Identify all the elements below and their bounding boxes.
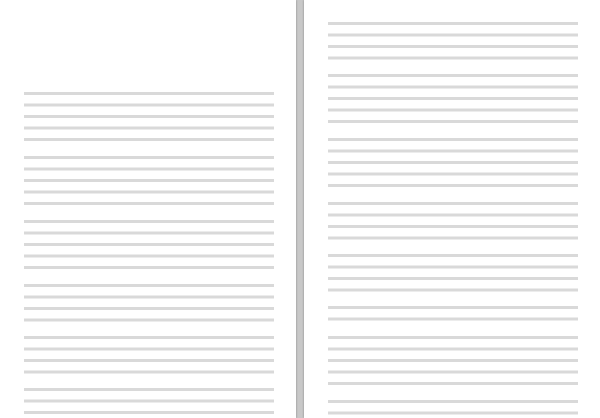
paragraph [328,396,578,418]
paragraph [24,332,274,376]
author-byline [24,70,274,82]
paragraph [24,88,274,144]
paragraph [328,302,578,324]
paragraph [24,152,274,208]
document-page-2 [304,0,600,418]
page-1-body [24,18,274,418]
paragraph [328,332,578,388]
paragraph [328,18,578,62]
paragraph [24,280,274,324]
essay-title [24,18,274,38]
essay-subtitle [24,42,274,60]
paragraph [328,198,578,242]
paragraph [328,134,578,190]
paragraph [328,250,578,294]
paragraph [328,70,578,126]
paragraph [24,216,274,272]
page-2-body [328,18,578,418]
paragraph [24,384,274,418]
document-page-1 [0,0,296,418]
